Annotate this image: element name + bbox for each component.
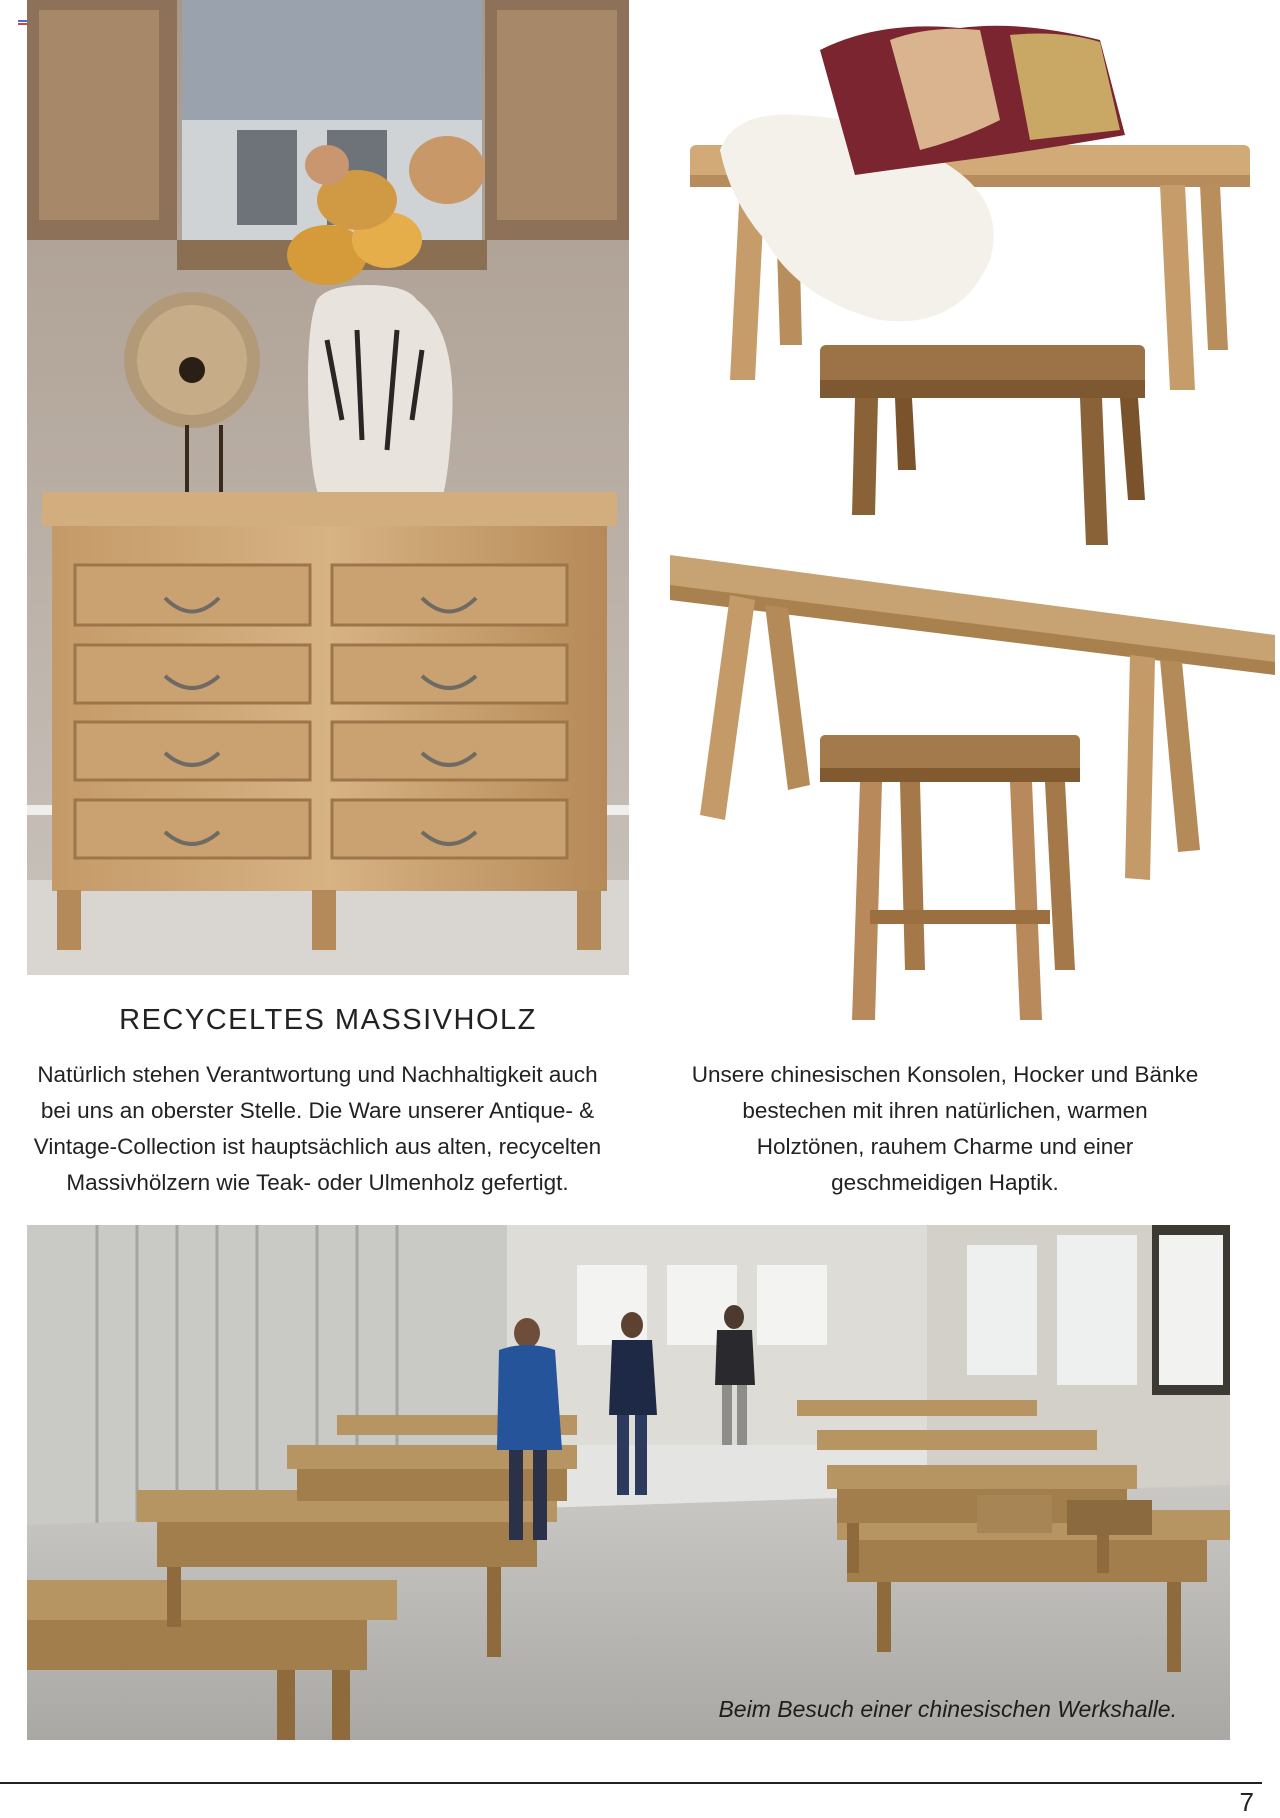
photo-workshop — [27, 1225, 1230, 1740]
footer-rule — [0, 1782, 1262, 1784]
page-number: 7 — [1239, 1787, 1254, 1817]
section-heading: RECYCELTES MASSIVHOLZ — [119, 1004, 537, 1036]
photo-bench-stool — [680, 0, 1260, 545]
right-paragraph-line: geschmeidigen Haptik. — [831, 1170, 1059, 1195]
left-paragraph-line: Natürlich stehen Verantwortung und Nachhaltigkeit auch — [37, 1062, 598, 1087]
right-paragraph-line: bestechen mit ihren natürlichen, warmen — [742, 1098, 1148, 1123]
right-paragraph-line: Unsere chinesischen Konsolen, Hocker und Bänke — [691, 1062, 1199, 1087]
left-paragraph-line: Vintage-Collection ist hauptsächlich aus alten, recycelten — [33, 1134, 602, 1159]
left-paragraph-line: bei uns an oberster Stelle. Die Ware unserer Antique- & — [40, 1098, 595, 1123]
left-paragraph — [5, 1057, 630, 1201]
left-paragraph-line: Massivhölzern wie Teak- oder Ulmenholz gefertigt. — [66, 1170, 569, 1195]
right-paragraph — [660, 1057, 1230, 1201]
photo-long-bench — [670, 550, 1280, 1020]
workshop-caption: Beim Besuch einer chinesischen Werkshalle. — [718, 1696, 1177, 1722]
photo-dresser — [27, 0, 629, 975]
right-paragraph-line: Holztönen, rauhem Charme und einer — [756, 1134, 1134, 1159]
